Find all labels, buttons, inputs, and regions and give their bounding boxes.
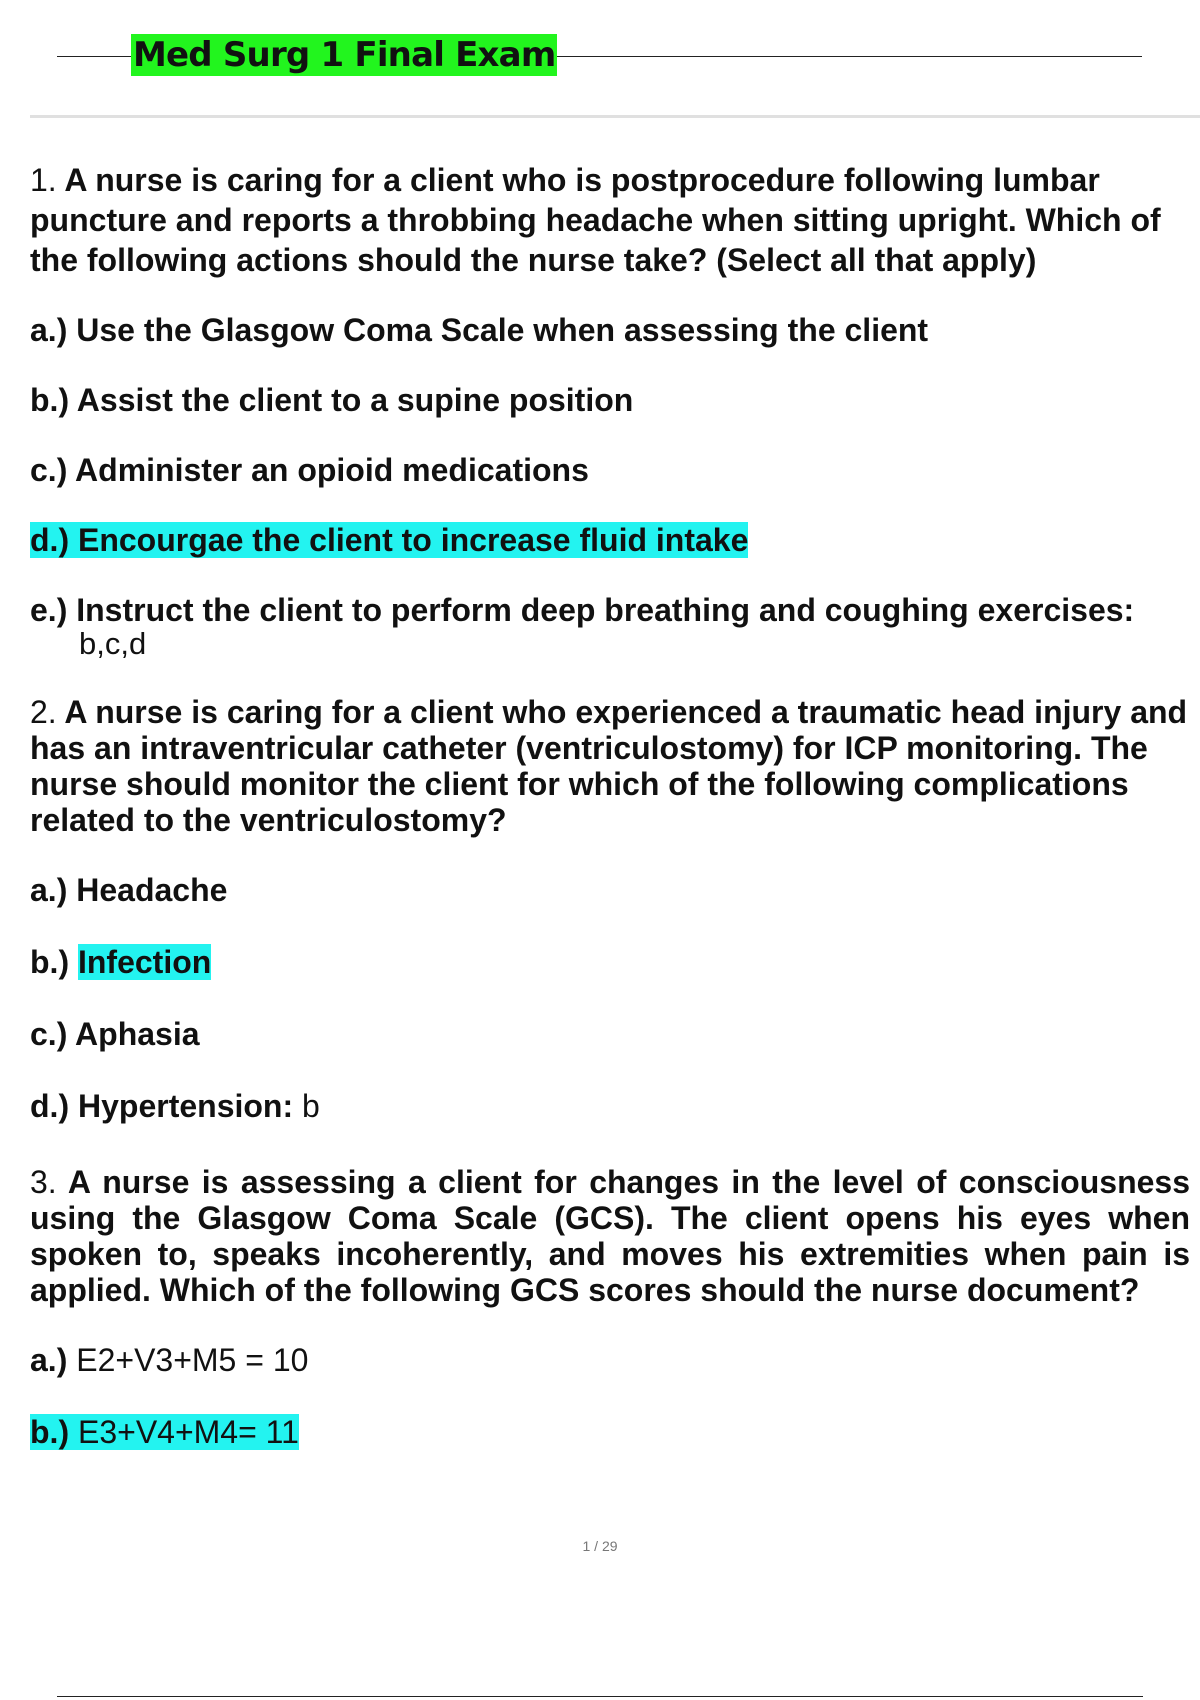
option-b	[30, 380, 1190, 420]
question-stem	[30, 160, 1190, 280]
option-a	[30, 870, 1190, 910]
option-e	[30, 590, 1190, 630]
question-number: 3.	[30, 1164, 57, 1200]
option-label: c.)	[30, 452, 68, 488]
question-stem	[30, 1164, 1190, 1308]
option-label: a.)	[30, 872, 68, 908]
option-label: a.)	[30, 1342, 68, 1378]
title-row	[57, 34, 1142, 78]
option-text: Use the Glasgow Coma Scale when assessing the client	[76, 312, 929, 348]
option-b-correct	[30, 1412, 1190, 1452]
option-a	[30, 1340, 1190, 1380]
option-text: Encourgae the client to increase fluid intake	[77, 522, 749, 558]
option-b-correct	[30, 942, 1190, 982]
answer-key: b	[302, 1088, 320, 1124]
option-c	[30, 1014, 1190, 1054]
option-text: Instruct the client to perform deep breathing and coughing exercises:	[76, 592, 1135, 628]
option-text: Headache	[76, 872, 228, 908]
option-label: b.)	[30, 382, 70, 418]
option-c	[30, 450, 1190, 490]
question-text: A nurse is assessing a client for changes in the level of consciousness using the Glasgow Coma Scale (GCS). The client opens his eyes when spoken to, speaks incoherently, and moves his extremities when pain is applied. Which of the following GCS scores should the nurse document?	[30, 1164, 1191, 1308]
option-text: Hypertension:	[77, 1088, 294, 1124]
question-text: A nurse is caring for a client who is postprocedure following lumbar puncture and reports a throbbing headache when sitting upright. Which of the following actions should the nurse take? (Select all that apply)	[30, 162, 1161, 278]
option-label: e.)	[30, 592, 68, 628]
option-text: Aphasia	[75, 1016, 200, 1052]
question-3	[30, 1164, 1190, 1452]
option-label: b.)	[30, 944, 70, 980]
question-text: A nurse is caring for a client who experienced a traumatic head injury and has an intraventricular catheter (ventriculostomy) for ICP monitoring. The nurse should monitor the client for which of the following complications related to the ventriculostomy?	[30, 694, 1188, 838]
answer-highlight: Infection	[77, 944, 212, 980]
option-d-correct	[30, 520, 1190, 560]
document-title: Med Surg 1 Final Exam	[133, 35, 556, 75]
answer-key: b,c,d	[79, 626, 147, 661]
answer-highlight	[30, 522, 748, 558]
answer-highlight	[30, 1414, 299, 1450]
question-2	[30, 694, 1190, 1126]
question-number: 1.	[30, 162, 57, 198]
option-text: Assist the client to a supine position	[76, 382, 634, 418]
footer-rule	[57, 1696, 1143, 1697]
option-a	[30, 310, 1190, 350]
header-divider	[30, 115, 1200, 118]
option-d	[30, 1086, 1190, 1126]
question-1	[30, 160, 1190, 662]
option-label: a.)	[30, 312, 68, 348]
question-stem	[30, 694, 1190, 838]
option-label: d.)	[30, 522, 70, 558]
page-indicator: 1 / 29	[582, 1538, 618, 1554]
option-label: c.)	[30, 1016, 68, 1052]
option-text: E3+V4+M4= 11	[77, 1414, 299, 1450]
option-label: b.)	[30, 1414, 70, 1450]
question-number: 2.	[30, 694, 57, 730]
option-label: d.)	[30, 1088, 70, 1124]
option-text: Administer an opioid medications	[75, 452, 589, 488]
option-text: E2+V3+M5 = 10	[76, 1342, 309, 1378]
exam-content	[30, 160, 1190, 1452]
